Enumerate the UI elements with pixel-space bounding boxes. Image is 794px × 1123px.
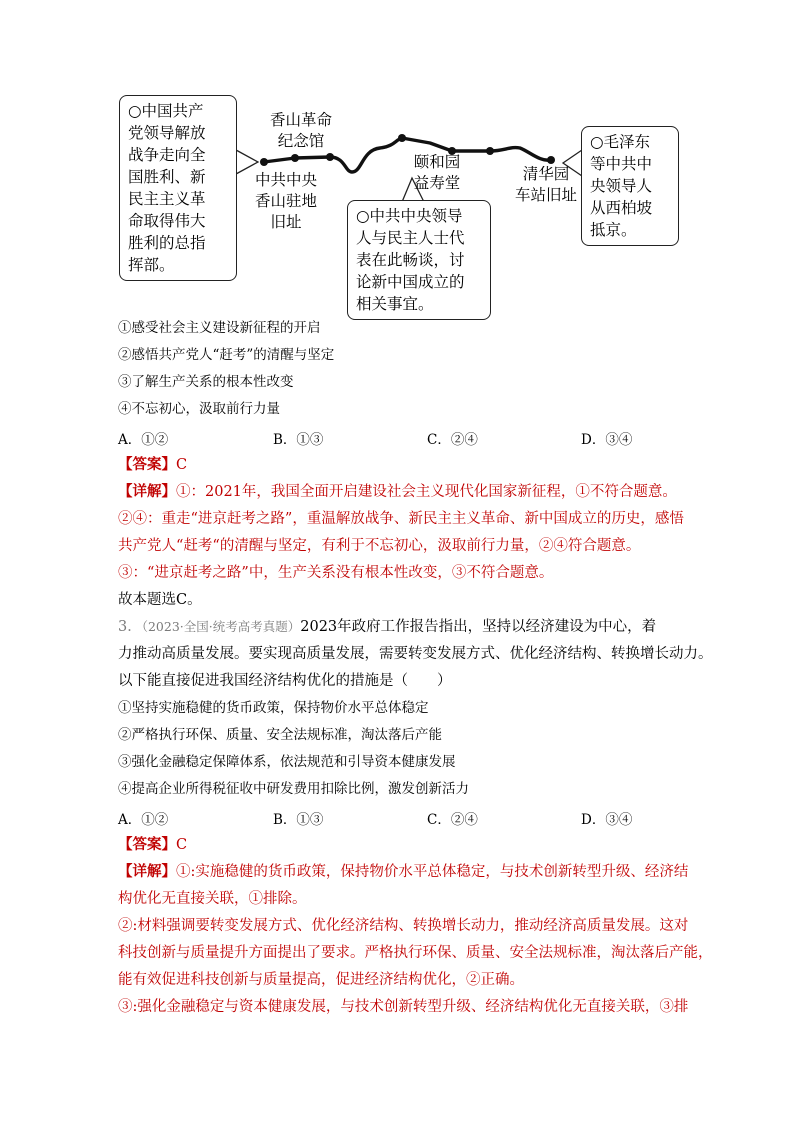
q2-option-d: D．③④ <box>581 432 633 448</box>
stop-dot <box>398 134 406 142</box>
q3-detail-1b: 构优化无直接关联，①排除。 <box>118 891 307 907</box>
q2-detail-2b: 共产党人“赶考“的清醒与坚定，有利于不忘初心，汲取前行力量，②④符合题意。 <box>118 538 641 554</box>
callout-line: 从西柏坡 <box>590 199 653 217</box>
callout-line: 战争走向全 <box>128 146 206 164</box>
callout-line: 央领导人 <box>590 177 653 195</box>
q3-option-b: B．①③ <box>273 812 324 828</box>
callout-line: 党领导解放 <box>128 124 206 142</box>
callout-line: ○毛泽东 <box>590 133 651 151</box>
stop-dot <box>326 153 334 161</box>
q3-stem-3: 以下能直接促进我国经济结构优化的措施是（ ） <box>118 673 452 689</box>
callout-line: 民主主义革 <box>128 190 206 208</box>
stop-dot <box>291 154 299 162</box>
callout-line: ○中共中央领导 <box>356 207 463 225</box>
callout-line: 抵京。 <box>590 221 637 239</box>
q2-answer <box>118 456 187 474</box>
q2-detail-2a: ②④：重走“进京赶考之路”，重温解放战争、新民主主义革命、新中国成立的历史，感悟 <box>118 511 684 527</box>
q3-item-1: ①坚持实施稳健的货币政策，保持物价水平总体稳定 <box>118 700 429 716</box>
q3-item-3: ③强化金融稳定保障体系，依法规范和引导资本健康发展 <box>118 754 456 770</box>
q2-item-3: ③了解生产关系的根本性改变 <box>118 374 294 390</box>
callout-line: 人与民主人士代 <box>356 229 465 247</box>
detail-label: 【详解】 <box>118 863 176 880</box>
q3-item-2: ②严格执行环保、质量、安全法规标准，淘汰落后产能 <box>118 727 442 743</box>
q3-stem-2: 力推动高质量发展。要实现高质量发展，需要转变发展方式、优化经济结构、转换增长动力。 <box>118 646 713 662</box>
q2-option-c: C．②④ <box>427 432 478 448</box>
callout-line: 国胜利、新 <box>128 168 206 186</box>
callout-line: 挥部。 <box>128 256 175 274</box>
callout-right <box>581 126 679 246</box>
q3-detail-2a: ②:材料强调要转变发展方式、优化经济结构、转换增长动力，推动经济高质量发展。这对 <box>118 918 689 934</box>
q2-detail-1: 【详解】①：2021年，我国全面开启建设社会主义现代化国家新征程，①不符合题意。 <box>118 483 677 500</box>
q3-source: （2023·全国·统考高考真题） <box>141 619 301 634</box>
stop-dot <box>486 147 494 155</box>
q3-item-4: ④提高企业所得税征收中研发费用扣除比例，激发创新活力 <box>118 781 469 797</box>
q3-answer <box>118 836 187 854</box>
q2-conclusion: 故本题选C。 <box>118 592 202 608</box>
q3-stem-1: 3．（2023·全国·统考高考真题）2023年政府工作报告指出，坚持以经济建设为中心，着 <box>118 619 657 635</box>
q2-option-a: A．①② <box>118 432 169 448</box>
label-qinghua: 清华园 车站旧址 <box>514 165 577 204</box>
q3-option-a: A．①② <box>118 812 169 828</box>
q3-detail-2b: 科技创新与质量提升方面提出了要求。严格执行环保、质量、安全法规标准，淘汰落后产能， <box>118 945 713 961</box>
answer-label: 【答案】 <box>118 456 176 473</box>
q3-detail-2c: 能有效促进科技创新与质量提高，促进经济结构优化，②正确。 <box>118 972 524 988</box>
q2-detail-3: ③：“进京赶考之路”中，生产关系没有根本性改变，③不符合题意。 <box>118 565 554 581</box>
label-yiheyuan: 颐和园 益寿堂 <box>413 153 461 192</box>
q2-option-b: B．①③ <box>273 432 324 448</box>
stop-dot <box>260 158 268 166</box>
callout-line: 胜利的总指 <box>128 234 206 252</box>
callout-line: 等中共中 <box>590 155 653 173</box>
answer-label: 【答案】 <box>118 836 176 853</box>
label-xiangshan-site: 中共中央 香山驻地 旧址 <box>254 171 317 231</box>
callout-line: ○中国共产 <box>128 102 204 120</box>
q3-detail-3a: ③:强化金融稳定与资本健康发展，与技术创新转型升级、经济结构优化无直接关联，③排 <box>118 999 689 1015</box>
detail-label: 【详解】 <box>118 483 176 500</box>
q2-item-2: ②感悟共产党人“赶考”的清醒与坚定 <box>118 347 335 363</box>
callout-line: 相关事宜。 <box>356 295 434 313</box>
callout-left <box>119 95 237 281</box>
label-xiangshan-memorial: 香山革命 纪念馆 <box>269 111 332 150</box>
q2-item-4: ④不忘初心，汲取前行力量 <box>118 401 280 417</box>
q3-detail-1a: 【详解】①:实施稳健的货币政策，保持物价水平总体稳定，与技术创新转型升级、经济结 <box>118 863 689 880</box>
answer-value: C <box>176 457 188 473</box>
callout-line: 论新中国成立的 <box>356 273 465 291</box>
callout-line: 表在此畅谈，讨 <box>356 251 465 269</box>
callout-middle <box>347 200 491 320</box>
callout-line: 命取得伟大 <box>128 212 206 230</box>
q3-option-d: D．③④ <box>581 812 633 828</box>
answer-value: C <box>176 837 188 853</box>
q3-option-c: C．②④ <box>427 812 478 828</box>
stop-dot <box>547 156 555 164</box>
q2-item-1: ①感受社会主义建设新征程的开启 <box>118 320 321 336</box>
